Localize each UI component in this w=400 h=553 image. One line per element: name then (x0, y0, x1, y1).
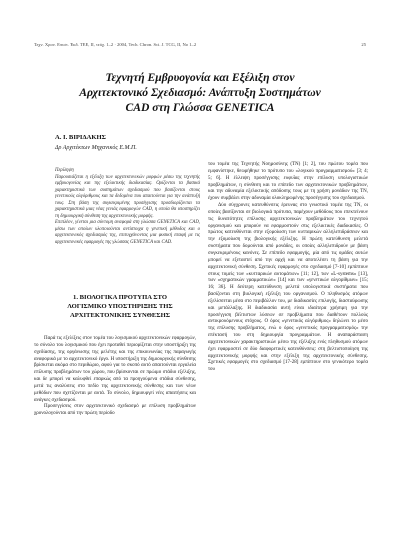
section-1-heading-line-1: 1. ΒΙΟΛΟΓΙΚΑ ΠΡΟΤΥΠΑ ΣΤΟ (73, 294, 167, 301)
running-head-journal: Τεχν. Χρον. Επιστ. Έκδ. ΤΕΕ, ΙΙ, τεύχ. 1–2 · 2004, Tech. Chron. Sci. J. TCG, II, No 1–2 (34, 42, 197, 47)
section-1-heading (40, 293, 200, 320)
author-name: Α. Ι. ΒΙΡΙΔΑΚΗΣ (55, 134, 106, 141)
title-line-3: CAD στη Γλώσσα GENETICA (125, 101, 275, 114)
title-line-1: Τεχνητή Εμβρυογονία και Εξέλιξη στον (105, 71, 295, 84)
body-paragraph: Προσεγγίσεις στον αρχιτεκτονικό σχεδιασμό με επίλυση προβλημάτων χρονολογούνται από την πρώτη περίοδο (34, 404, 196, 417)
body-paragraph: του τομέα της Τεχνητής Νοημοσύνης (ΤΝ) [1; 2], του πρώτου τομέα που εμφανίστηκε, θεωρήθηκε το πρότυπο του «λογικού προγραμματισμού» [3; 4; 5; 6]. Η έλλειψη προσέγγισης ευφυΐας στην επίλυση υπολογιστικών προβλημάτων, η σύνθεση και το επίπεδο των αρχιτεκτονικών προβλημάτων, και την αδυναμία εξελικτικής απόδοσης τους με τη χρήση μονάδων της ΤΝ, έχουν συμβάλει στην αδυναμία ολοκληρωμένης προσέγγισης του σχεδιασμού. (208, 162, 368, 202)
body-paragraph: Δύο σύγχρονες κατευθύνσεις έρευνας στο γνωστικό τομέα της ΤΝ, οι οποίες βασίζονται σε βιολογικά πρότυπα, παρέχουν μεθόδους που επεκτείνουν τις δυνατότητες επίλυσης αρχιτεκτονικών προβλημάτων του τεχνητού οργανισμού και μπορούν να εφαρμοστούν στις εξελικτικές διαδικασίες. Ο πρώτος κατευθύνεται στην εξομοίωση των κυτταρικών αλληλεπιδράσεων και την εξομοίωση της βιολογικής εξέλιξης. Η πρώτη κατεύθυνση μελετά συστήματα που δομούνται από μονάδες, οι οποίες αλληλεπιδρούν με βάση συγκεκριμένους κανόνες. Σε επίπεδο εφαρμογής, μία από τις ομάδες αυτών μπορεί να εξεταστεί από την αρχή και να αποτελέσει τη βάση για την αρχιτεκτονική σύνθεση. Σχετικές εφαρμογές στο σχεδιασμό [7-10] εμπίπτουν στους τομείς των «κυτταρικών αυτομάτων» [11; 12], των «L-systems» [13], των «σχηματικών γραμματικών» [14] και των «γενετικών αλγορίθμων» [15; 16; 36]. Η δεύτερη κατεύθυνση μελετά υπολογιστικά συστήματα που βασίζονται στη βιολογική εξέλιξη του οργανισμού. Ο πληθυσμός ατόμων εξελίσσεται μέσα στο περιβάλλον του, με διαδικασίες επιλογής, διασταύρωσης και μετάλλαξης. Η διαδικασία αυτή είναι ιδιαίτερα χρήσιμη για την προσέγγιση βέλτιστων λύσεων σε προβλήματα που διαθέτουν πολλούς αντικρουόμενους στόχους. Ο όρος «γενετικός αλγόριθμος» δηλώνει το μέσο της επίλυσης προβλήματος, ενώ ο όρος «γενετικός προγραμματισμός» την επέκτασή του στη δημιουργία προγραμμάτων. Η αναπαράσταση αρχιτεκτονικών χαρακτηριστικών μέσω της εξέλιξης ενός πληθυσμού ατόμων έχει εφαρμοστεί σε δύο διαφορετικές κατευθύνσεις: στη βελτιστοποίηση της αρχιτεκτονικής μορφής και στην εξέλιξη της αρχιτεκτονικής σύνθεσης. Σχετικές εφαρμογές στο σχεδιασμό [17-28] εμπίπτουν στο γενικότερο τομέα του (208, 203, 368, 373)
right-column-body (208, 162, 368, 374)
abstract-paragraph-2: Επιπλέον, γίνεται μια σύντομη αναφορά στη γλώσσα GENETICA και CAD, μέσω των οποίων υλοποιούνται αντίστοιχα η γενετική μέθοδος και ο αρχιτεκτονικός σχεδιασμός της, επιτυγχάνοντας μια φυσική επαφή με τις αρχιτεκτονικές εφαρμογές της γλώσσας GENETICA και CAD. (55, 220, 200, 245)
section-1-heading-line-2: ΛΟΓΙΣΜΙΚΟ ΥΠΟΣΤΗΡΙΞΗΣ ΤΗΣ (67, 303, 173, 310)
section-1-heading-line-3: ΑΡΧΙΤΕΚΤΟΝΙΚΗΣ ΣΥΝΘΕΣΗΣ (69, 312, 171, 319)
title-line-2: Αρχιτεκτονικό Σχεδιασμό: Ανάπτυξη Συστημάτων (79, 86, 321, 99)
abstract-label: Περίληψη (55, 168, 74, 173)
body-paragraph: Παρά τις εξελίξεις στον τομέα του λογισμικού αρχιτεκτονικών εφαρμογών, το σύνολο του λογισμικού που έχει προταθεί περιορίζεται στην υποστήριξη της σχεδίασης, της οργάνωσης της μελέτης και της επικοινωνίας της παραγωγής αναφορικά με το αρχιτεκτονικό έργο. Η υποστήριξη της δημιουργικής σύνθεσης βρίσκεται ακόμα στο περιθώριο, αφού για το σκοπό αυτό απαιτούνται εργαλεία επίλυσης προβλημάτων του χώρου, που βρίσκονται σε πρώιμο στάδιο εξέλιξης, και δε μπορεί να καλυφθεί επαρκώς από τα προηγούμενα στάδια σύνθεσης, μετά τις αναλύσεις στο πεδίο της αρχιτεκτονικής σύνθεσης και των νέων μεθόδων που σχετίζονται με αυτά. Το σύνολο, δημιουργεί νέες απαιτήσεις και ανάγκες σχεδιασμού. (34, 336, 196, 403)
paper-title (40, 70, 360, 115)
abstract-paragraph-1: Παρουσιάζεται η εξέλιξη των αρχιτεκτονικών μορφών μέσω της τεχνητής εμβρυογονίας και της εξελικτικής διαδικασίας. Ορίζονται τα βασικά χαρακτηριστικά των συστημάτων σχεδιασμού που βασίζονται στους γενετικούς αλγόριθμους και τα δεδομένα που απαιτούνται για την ανάπτυξή τους. Στη βάση της συγκεκριμένης προσέγγισης προσδιορίζονται τα χαρακτηριστικά μιας νέας γενιάς εφαρμογών CAD, η οποία θα υποστηρίζει τη δημιουργική σύνθεση της αρχιτεκτονικής μορφής. (55, 174, 200, 219)
page-number: 25 (361, 42, 366, 47)
author-affiliation: Δρ Αρχιτέκτων Μηχανικός Ε.Μ.Π. (55, 145, 137, 151)
running-head (34, 42, 366, 47)
abstract (55, 168, 200, 246)
left-column-body (34, 336, 196, 418)
